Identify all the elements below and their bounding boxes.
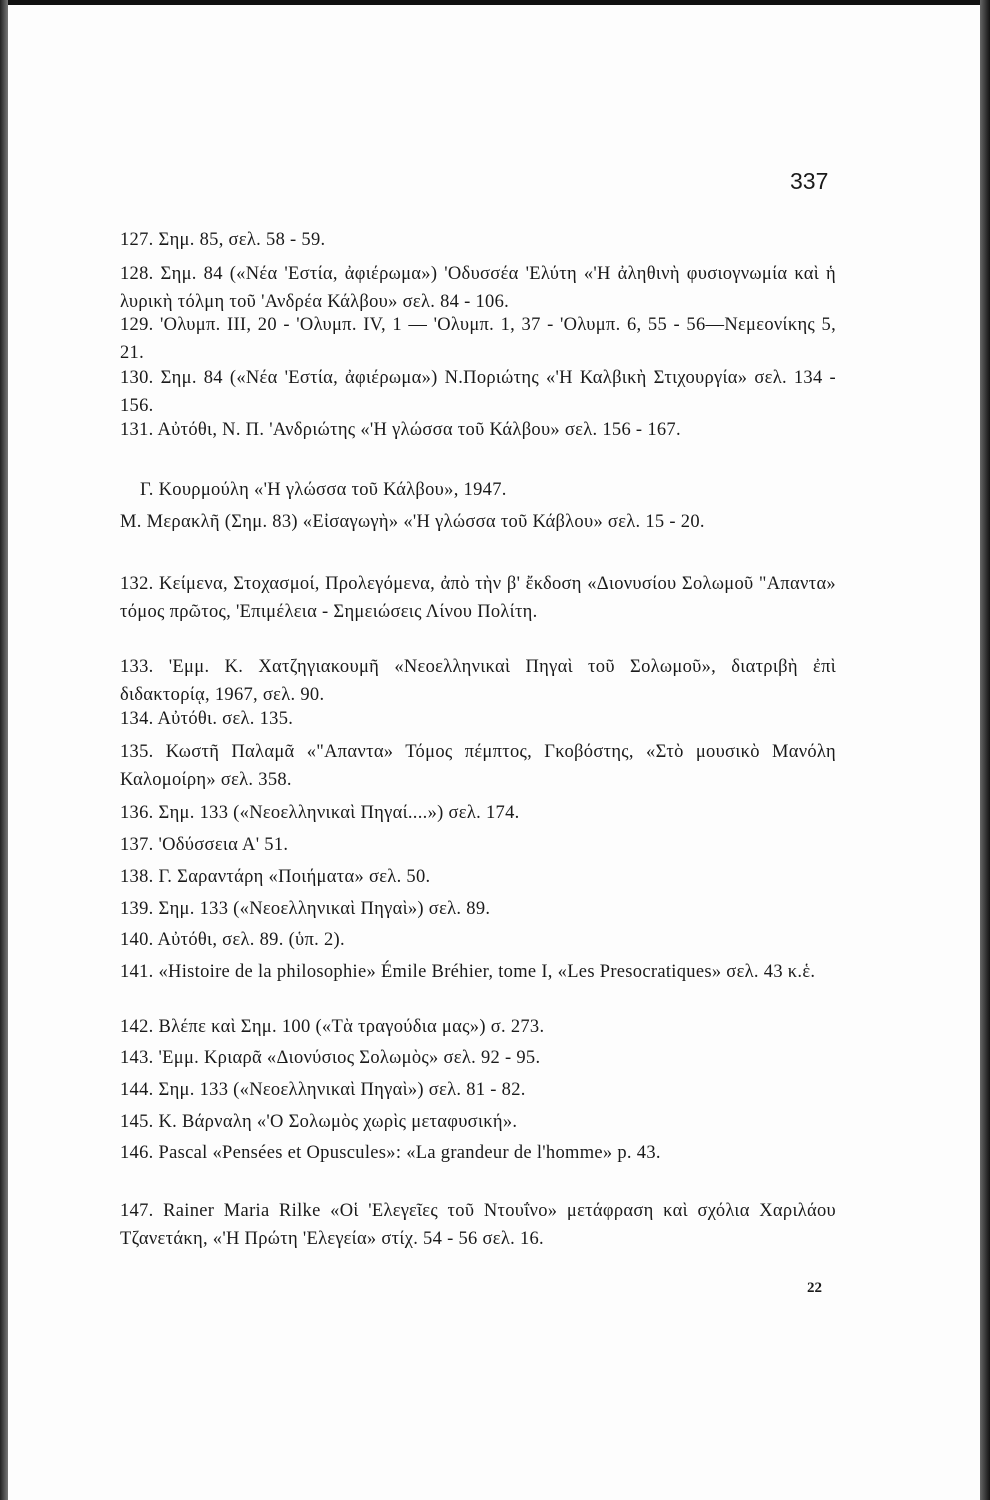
scan-edge-left [0,0,8,1500]
footnote-134: 134. Αὐτόθι. σελ. 135. [120,709,294,729]
footnote-131-ref-merakli: Μ. Μερακλῆ (Σημ. 83) «Εἰσαγωγὴ» «'Η γλώσσα τοῦ Κάβλου» σελ. 15 - 20. [120,512,705,532]
footnote-141: 141. «Histoire de la philosophie» Émile Bréhier, tome I, «Les Presocratiques» σελ. 43 κ.ἑ. [120,962,816,982]
signature-mark: 22 [807,1280,822,1296]
footnote-145: 145. Κ. Βάρναλη «'Ο Σολωμὸς χωρὶς μεταφυσική». [120,1112,518,1132]
footnote-131-ref-kourmouli: Γ. Κουρμούλη «'Η γλώσσα τοῦ Κάλβου», 1947. [140,480,507,500]
footnote-137: 137. 'Οδύσσεια Α' 51. [120,835,289,855]
footnote-143: 143. 'Εμμ. Κριαρᾶ «Διονύσιος Σολωμὸς» σελ. 92 - 95. [120,1048,541,1068]
scan-edge-top [0,0,990,5]
footnote-128: 128. Σημ. 84 («Νέα 'Εστία, ἀφιέρωμα») 'Οδυσσέα 'Ελύτη «'Η ἀληθινὴ φυσιογνωμία καὶ ἡ λυρικὴ τόλμη τοῦ 'Ανδρέα Κάλβου» σελ. 84 - 106. [120,264,836,312]
footnote-144: 144. Σημ. 133 («Νεοελληνικαὶ Πηγαὶ») σελ. 81 - 82. [120,1080,526,1100]
footnote-140: 140. Αὐτόθι, σελ. 89. (ὑπ. 2). [120,930,345,950]
footnote-136: 136. Σημ. 133 («Νεοελληνικαὶ Πηγαί....») σελ. 174. [120,803,520,823]
footnote-138: 138. Γ. Σαραντάρη «Ποιήματα» σελ. 50. [120,867,431,887]
footnote-147: 147. Rainer Maria Rilke «Οἱ 'Ελεγεῖες τοῦ Ντουΐνο» μετάφραση καὶ σχόλια Χαριλάου Τζανετάκη, «'Η Πρώτη 'Ελεγεία» στίχ. 54 - 56 σελ. 16. [120,1201,836,1249]
footnote-132: 132. Κείμενα, Στοχασμοί, Προλεγόμενα, ἀπὸ τὴν β' ἔκδοση «Διονυσίου Σολωμοῦ "Απαντα» τόμος πρῶτος, 'Επιμέλεια - Σημειώσεις Λίνου Πολίτη. [120,574,836,622]
footnote-135: 135. Κωστῆ Παλαμᾶ «"Απαντα» Τόμος πέμπτος, Γκοβόστης, «Στὸ μουσικὸ Μανόλη Καλομοίρη» σελ. 358. [120,742,836,790]
scan-edge-right [980,0,990,1500]
footnote-139: 139. Σημ. 133 («Νεοελληνικαὶ Πηγαὶ») σελ. 89. [120,899,491,919]
footnote-127: 127. Σημ. 85, σελ. 58 - 59. [120,230,326,250]
footnote-129: 129. 'Ολυμπ. III, 20 - 'Ολυμπ. IV, 1 — 'Ολυμπ. 1, 37 - 'Ολυμπ. 6, 55 - 56—Νεμεονίκης 5, 21. [120,315,836,363]
footnote-130: 130. Σημ. 84 («Νέα 'Εστία, ἀφιέρωμα») Ν.Ποριώτης «'Η Καλβικὴ Στιχουργία» σελ. 134 - 156. [120,368,836,416]
page-number: 337 [790,168,829,194]
footnote-131: 131. Αὐτόθι, Ν. Π. 'Ανδριώτης «'Η γλώσσα τοῦ Κάλβου» σελ. 156 - 167. [120,420,681,440]
footnote-133: 133. 'Εμμ. Κ. Χατζηγιακουμῆ «Νεοελληνικαὶ Πηγαὶ τοῦ Σολωμοῦ», διατριβὴ ἐπὶ διδακτορίᾳ, 1967, σελ. 90. [120,657,836,705]
footnote-142: 142. Βλέπε καὶ Σημ. 100 («Τὰ τραγούδια μας») σ. 273. [120,1017,545,1037]
footnote-146: 146. Pascal «Pensées et Opuscules»: «La grandeur de l'homme» p. 43. [120,1143,661,1163]
